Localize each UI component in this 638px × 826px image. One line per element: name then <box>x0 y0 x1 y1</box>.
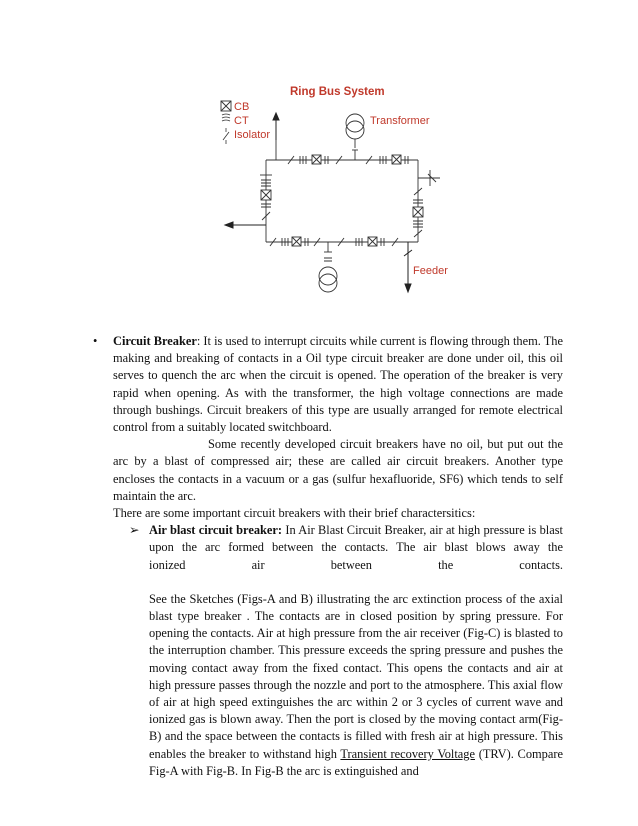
word: air <box>251 557 265 572</box>
circuit-breaker-para2: Some recently developed circuit breakers have no oil, but put out the arc by a blast of compressed air; these are called air circuit breakers. Another type encloses the contacts in a vacuum or a gas (sulfur hexafluoride, SF6) which tends to self maintain the arc. <box>113 437 563 503</box>
breaker-top-left-icon <box>288 155 342 164</box>
sketch-paragraph <box>93 591 563 780</box>
word: ionized <box>149 557 186 572</box>
breaker-bottom-right-icon <box>338 237 398 246</box>
circuit-breaker-definition: : It is used to interrupt circuits while current is flowing through them. The making and breaking of contacts in a Oil type circuit breaker are done under oil, this oil serves to quench the arc when the circuit is opened. The operation of the breaker is very rapid when opening. As with the transformer, the high voltage connections are made through bushings. Circuit breakers of this type are usually arranged for remote electrical control from a suitably located switchboard. <box>113 334 563 435</box>
feeder-arrow-icon <box>404 242 412 292</box>
document-body <box>93 333 563 780</box>
circuit-breaker-para3: There are some important circuit breakers with their brief charactersitics: <box>113 506 476 521</box>
legend-cb-label: CB <box>234 101 250 113</box>
air-blast-term: Air blast circuit breaker: <box>149 523 283 538</box>
legend-isolator-label: Isolator <box>234 129 271 141</box>
arrow-bullet-icon: ➢ <box>129 523 140 538</box>
arrow-up-icon <box>273 113 279 140</box>
breaker-top-right-icon <box>366 155 408 164</box>
arrow-left-icon <box>225 222 266 228</box>
transformer-icon-top <box>346 114 364 150</box>
feeder-label: Feeder <box>413 265 448 277</box>
legend-cb-icon <box>221 101 231 111</box>
circuit-breaker-paragraph <box>93 333 563 522</box>
sketch-tail-text: (TRV). Compare Fig-A with Fig-B. In Fig-B the arc is extinguished and <box>149 746 563 778</box>
diagram-title: Ring Bus System <box>290 86 385 98</box>
air-blast-last-line <box>93 557 563 574</box>
legend-isolator-icon <box>223 128 229 144</box>
air-blast-text: In Air Blast Circuit Breaker, air at high pressure is blast upon the arc formed between the contacts. The air blast blows away the <box>149 523 563 555</box>
transformer-icon-bottom <box>319 242 337 292</box>
circuit-breaker-term: Circuit Breaker <box>113 334 197 348</box>
bullet-icon: • <box>93 334 98 348</box>
sketch-text: See the Sketches (Figs-A and B) illustrating the arc extinction process of the axial blast type breaker . The contacts are in closed position by spring pressure. For opening the contacts. Air at high pressure from the air receiver (Fig-C) is blasted to the interruption chamber. This pressure exceeds the spring pressure and pushes the moving contact away from the fixed contact. This opens the contacts and air at high pressure passes through the nozzle and port to the atmosphere. This axial flow of air at high speed extinguishes the arc within 2 or 3 cycles of current wave and ionized gas is blown away. Then the port is closed by the moving contact arm(Fig-B) and the space between the contacts is filled with fresh air at high pressure. This enables the breaker to withstand high <box>149 591 563 761</box>
legend-ct-label: CT <box>234 115 249 127</box>
word: contacts. <box>519 557 563 572</box>
right-outgoing-line <box>418 170 440 186</box>
transformer-label: Transformer <box>370 115 430 127</box>
legend-ct-icon <box>222 114 230 121</box>
breaker-bottom-left-icon <box>270 237 320 246</box>
trv-link[interactable]: Transient recovery Voltage <box>340 746 475 761</box>
ring-bus-diagram <box>200 80 460 305</box>
word: between <box>330 557 372 572</box>
air-blast-item <box>93 522 563 556</box>
word: the <box>438 557 454 572</box>
